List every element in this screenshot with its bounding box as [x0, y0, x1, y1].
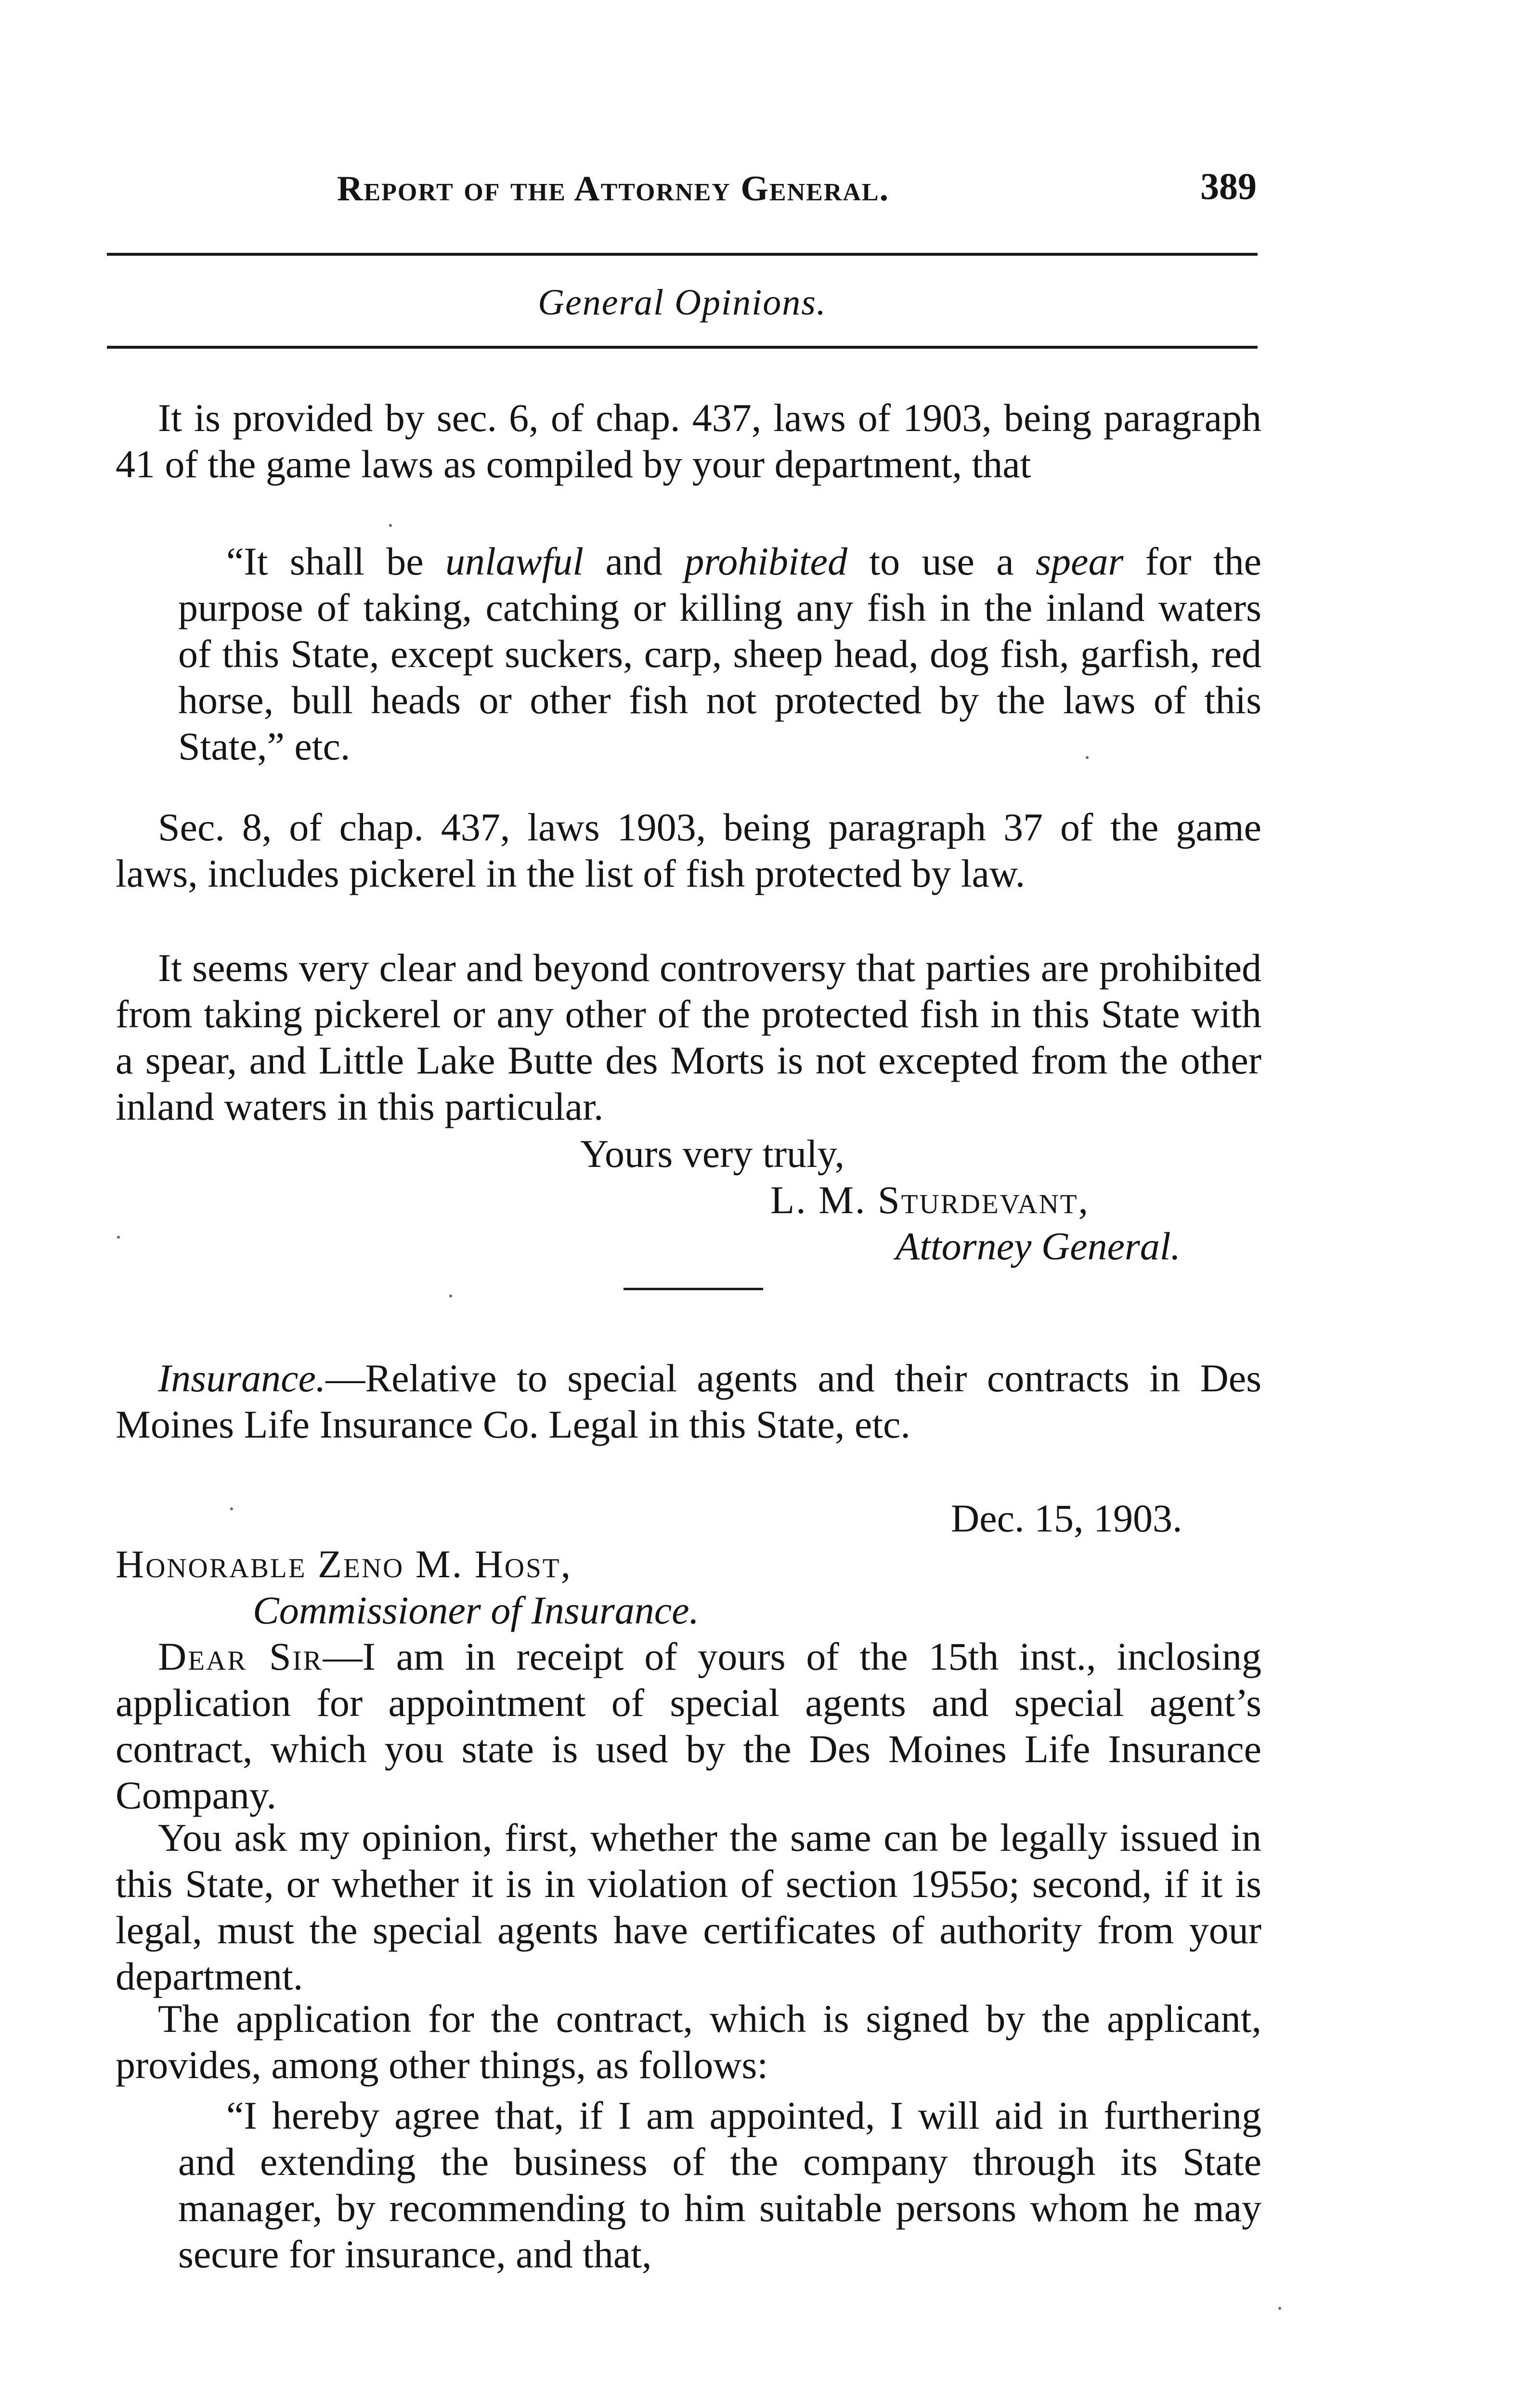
top-rule: [107, 253, 1258, 256]
running-head: [111, 159, 1257, 212]
opinion-two-paragraph-1-text: —I am in receipt of yours of the 15th inst., inclosing application for appointment of special agents and special agent’s contract, which you state is used by the Des Moines Life Insurance Company.: [116, 1635, 1261, 1817]
running-title: Report of the Attorney General.: [337, 169, 890, 209]
separator-rule: [624, 1288, 763, 1290]
headnote-text: —Relative to special agents and their contracts in Des Moines Life Insurance Co. Legal in this State, etc.: [116, 1356, 1261, 1446]
quote-text-3: to use a: [847, 539, 1036, 583]
page-number: 389: [1200, 165, 1257, 207]
signature-name: L. M. Sturdevant,: [770, 1178, 1090, 1222]
opinion-one-paragraph-1: It is provided by sec. 6, of chap. 437, laws of 1903, being paragraph 41 of the game laws as compiled by your department, that: [116, 396, 1261, 486]
opinion-two-paragraph-1: [116, 1634, 1261, 1819]
quote-text-4: for the purpose of taking, catching or killing any fish in the inland waters of this State, except suckers, carp, sheep head, dog fish, garfish, red horse, bull heads or other fish not protected by the laws of this State,” etc.: [178, 539, 1261, 768]
addressee-title: Commissioner of Insurance.: [253, 1588, 700, 1632]
salutation: Dear Sir: [158, 1635, 323, 1678]
scan-speck: [1278, 2307, 1281, 2310]
opinion-one-paragraph-2: Sec. 8, of chap. 437, laws 1903, being paragraph 37 of the game laws, includes pickerel in the list of fish protected by law.: [116, 805, 1261, 895]
scan-speck: [117, 1236, 120, 1239]
opinion-two-quote: “I hereby agree that, if I am appointed, I will aid in furthering and extending the business of the company through its State manager, by recommending to him suitable persons whom he may secure for insurance, and that,: [178, 2094, 1261, 2276]
quote-unlawful: unlawful: [445, 539, 584, 583]
letter-date: Dec. 15, 1903.: [951, 1496, 1182, 1540]
closing: Yours very truly,: [580, 1132, 844, 1176]
opinion-one-quote: [178, 538, 1261, 770]
opinion-two-paragraph-3: The application for the contract, which is signed by the applicant, provides, among other things, as follows:: [116, 1997, 1261, 2087]
signature-title: Attorney General.: [896, 1224, 1181, 1268]
headnote-topic: Insurance.: [158, 1356, 326, 1400]
quote-prohibited: prohibited: [684, 539, 847, 583]
addressee-name: Honorable Zeno M. Host,: [116, 1542, 572, 1586]
scan-speck: [449, 1295, 452, 1297]
scan-speck: [230, 1507, 233, 1510]
section-title: General Opinions.: [538, 282, 827, 323]
scan-speck: [389, 524, 392, 527]
scan-speck: [1086, 756, 1089, 759]
section-rule: [107, 346, 1258, 349]
quote-spear: spear: [1036, 539, 1124, 583]
opinion-one-paragraph-3: It seems very clear and beyond controversy that parties are prohibited from taking pickerel or any other of the protected fish in this State with a spear, and Little Lake Butte des Morts is not excepted from the other inland waters in this particular.: [116, 946, 1261, 1128]
opinion-two-headnote: [116, 1355, 1261, 1448]
quote-text-2: and: [584, 539, 685, 583]
opinion-two-paragraph-2: You ask my opinion, first, whether the same can be legally issued in this State, or whether it is in violation of section 1955o; second, if it is legal, must the special agents have certificates of authority from your department.: [116, 1816, 1261, 1998]
quote-text-1: “It shall be: [226, 539, 446, 583]
